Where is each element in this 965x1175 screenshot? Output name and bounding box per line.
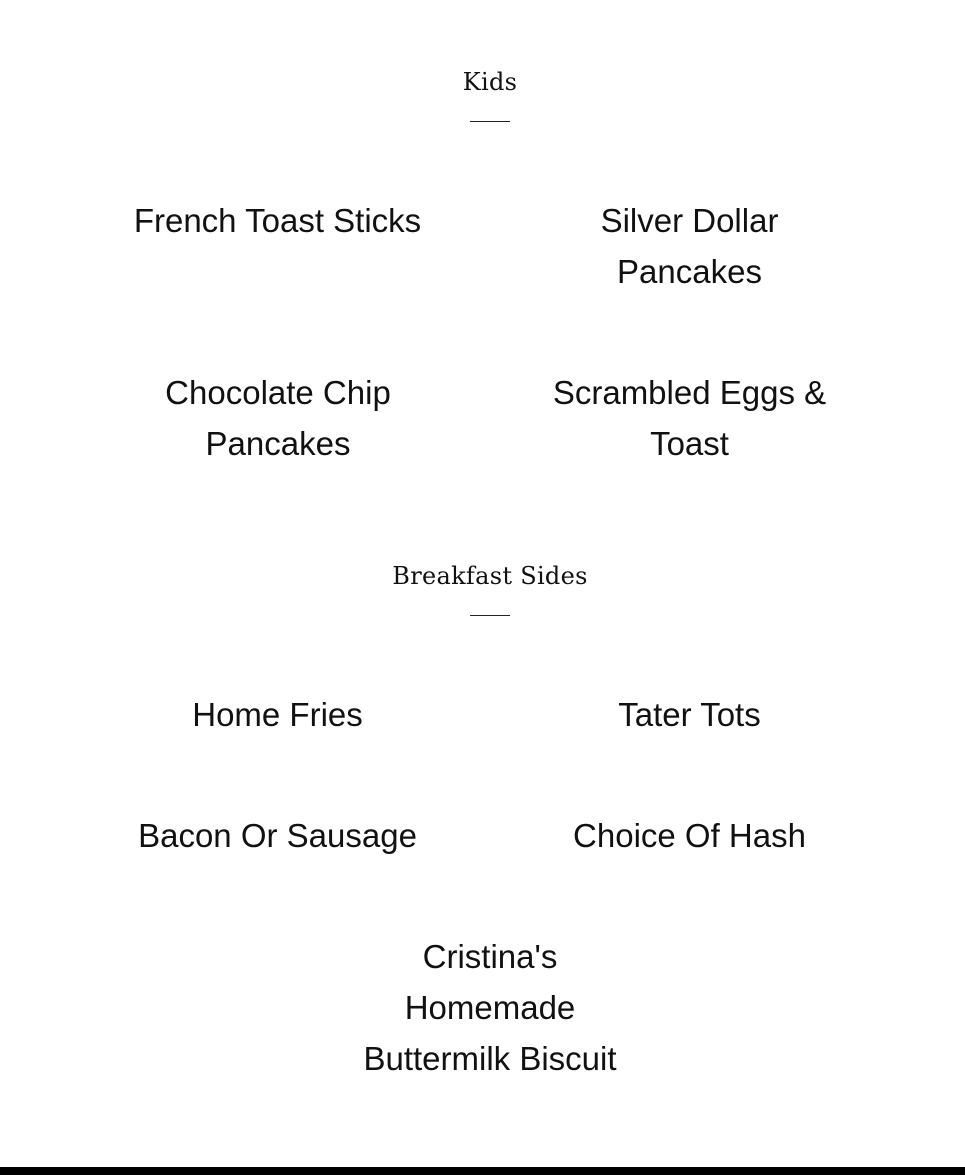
menu-item-french-toast-sticks: French Toast Sticks bbox=[133, 202, 422, 239]
section-title-breakfast-sides: Breakfast Sides bbox=[392, 562, 588, 590]
section-divider bbox=[470, 121, 510, 122]
menu-item-home-fries: Home Fries bbox=[192, 696, 363, 733]
section-title-kids: Kids bbox=[462, 68, 518, 96]
menu-item-silver-dollar-pancakes: Silver Dollar Pancakes bbox=[600, 202, 779, 290]
footer-bar bbox=[0, 1167, 965, 1175]
section-divider bbox=[470, 615, 510, 616]
menu-item-bacon-or-sausage: Bacon Or Sausage bbox=[138, 817, 417, 854]
menu-item-choice-of-hash: Choice Of Hash bbox=[573, 817, 806, 854]
menu-item-chocolate-chip-pancakes: Chocolate Chip Pancakes bbox=[165, 374, 391, 462]
menu-item-scrambled-eggs-toast: Scrambled Eggs & Toast bbox=[552, 374, 827, 462]
menu-item-tater-tots: Tater Tots bbox=[618, 696, 761, 733]
menu-item-cristinas-homemade-buttermilk-biscuit: Cristina's Homemade Buttermilk Biscuit bbox=[363, 938, 617, 1077]
